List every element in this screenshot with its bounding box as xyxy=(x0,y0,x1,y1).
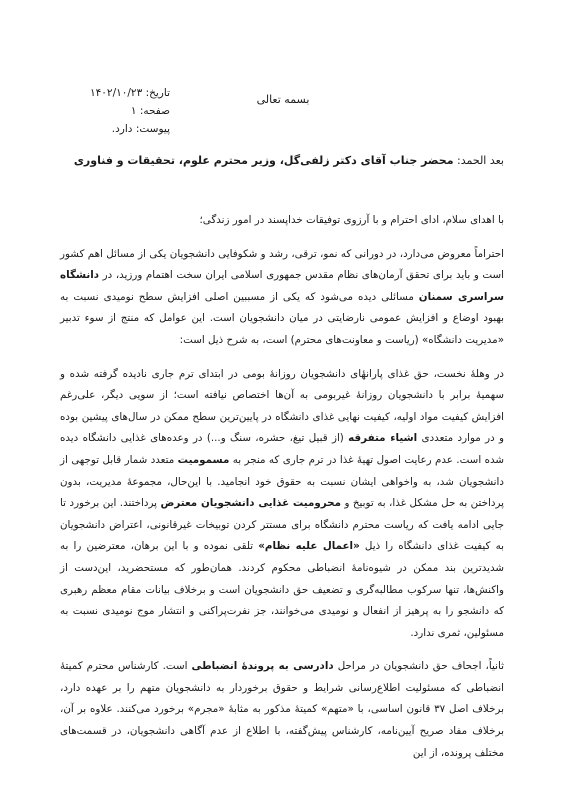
salutation-prefix: بعد الحمد: xyxy=(453,154,504,167)
attachment-label: پیوست: xyxy=(135,123,170,135)
salutation xyxy=(60,154,504,167)
text-run: متعدد شمار قابل توجهی از دانشجویان شد، به واخواهی ایشان نسبت به حقوق خود انجامید. با این‌حال، مجموعهٔ مدیریت، بدون پرداختن به حل مشکل غذا، به توبیخ و xyxy=(60,453,504,510)
date-label: تاریخ: xyxy=(145,87,170,99)
page-value: ۱ xyxy=(130,105,137,117)
attachment-value: دارد. xyxy=(111,123,133,135)
greeting-paragraph: با اهدای سلام، ادای احترام و با آرزوی توفیقات خداپسند در امور زندگی؛ xyxy=(199,214,504,226)
text-run: در وهلهٔ نخست، حق غذای پارانهٔای دانشجویان روزانهٔ بومی در ابتدای ترم جاری نادیده گرفته شده و سهمیهٔ برابر با دانشجویان روزانهٔ غیربومی به آن‌ها اختصاص نیافته است؛ از سویی دیگر، علی‌رغم افزایش کیفیت مواد اولیه، کیفیت نهایی غذای دانشگاه در پایین‌ترین سطح ممکن در سال‌های پیشین بوده و در موارد متعددی xyxy=(60,367,504,445)
bold-run: دانشگاه سراسری سمنان xyxy=(60,269,504,303)
page-label: صفحه: xyxy=(139,105,170,117)
text-run: تلقی نموده و با این برهان، معترضین را به شدیدترین بند ممکن در شیوه‌نامهٔ انضباطی محکوم کردند. همان‌طور که مستحضرید، این‌دست از واکنش‌ها، تنها سرکوب مطالبه‌گری و تضعیف حق دانشجویان است و برخلاف بیانات مقام معظم رهبری که دانشجو را به پرهیز از انفعال و نومیدی می‌خوانند، جز نفرت‌پراکنی و انتشار موج نومیدی نسبت به مسئولین، ثمری ندارد. xyxy=(60,540,504,639)
text-run: پرداختند. این برخورد تا جایی ادامه یافت که ریاست محترم دانشگاه برای مستتر کردن توبیخات غیرقانونی، اعتراض دانشجویان به کیفیت غذای دانشگاه را ذیل xyxy=(60,497,504,553)
text-run: ثانیاً، اجحاف حق دانشجویان در مراحل xyxy=(333,660,504,673)
text-run: احتراماً معروض می‌دارد، در دورانی که نمو، ترقی، رشد و شکوفایی دانشجویان یکی از مسائل اهم کشور است و باید برای تحقق آرمان‌های نظام مقدس جمهوری اسلامی ایران سخت اهتمام ورزید، در xyxy=(60,247,504,282)
attachment-line xyxy=(60,120,170,138)
date-value: ۱۴۰۲/۱۰/۲۳ xyxy=(90,87,143,99)
addressee: محضر جناب آقای دکتر زلفی‌گل، وزیر محترم علوم، تحقیقات و فناوری xyxy=(73,154,454,167)
text-run: است. کارشناس محترم کمیتهٔ انضباطی که مسئولیت اطلاع‌رسانی شرایط و حقوق برخوردار به دانشجویان متهم را بر عهده دارد، برخلاف اصل ۳۷ قانون اساسی، با «متهم» کمیتهٔ مذکور به مثابهٔ «مجرم» برخورد می‌کنند. علاوه بر آن، برخلاف مفاد صریح آیین‌نامه، کارشناس پیش‌گفته، با اطلاع از عدم آگاهی دانشجویان، در قسمت‌های مختلف پرونده، از این xyxy=(60,660,504,759)
text-run: مسائلی دیده می‌شود که یکی از مسببین اصلی افزایش سطح نومیدی نسبت به بهبود اوضاع و افزایش عمومی نارضایتی در میان دانشجویان است. این عوامل که منتج از سوء تدبیر «مدیریت دانشگاه» (ریاست و معاونت‌های محترم) است، به شرح ذیل است: xyxy=(60,290,504,346)
bold-run: مسمومیت xyxy=(177,453,230,466)
bold-run: «اعمال علیه نظام» xyxy=(258,540,360,553)
bold-run: دادرسی به پروندهٔ انضباطی xyxy=(191,660,334,673)
letter-body xyxy=(60,210,504,776)
bold-run: محرومیت غذایی دانشجویان معترض xyxy=(160,497,341,510)
paragraph-2 xyxy=(60,364,504,645)
text-run: (از قبیل تیغ، حشره، سنگ و...) در وعده‌های غذایی دانشگاه دیده شده است. عدم رعایت اصول تهیهٔ غذا در ترم جاری که منجر به xyxy=(60,432,504,466)
paragraph-3 xyxy=(60,656,504,764)
paragraph-1 xyxy=(60,244,504,352)
bismillah-heading: بسمه تعالی xyxy=(256,93,310,106)
bold-run: اشیاء متفرقه xyxy=(348,432,418,445)
